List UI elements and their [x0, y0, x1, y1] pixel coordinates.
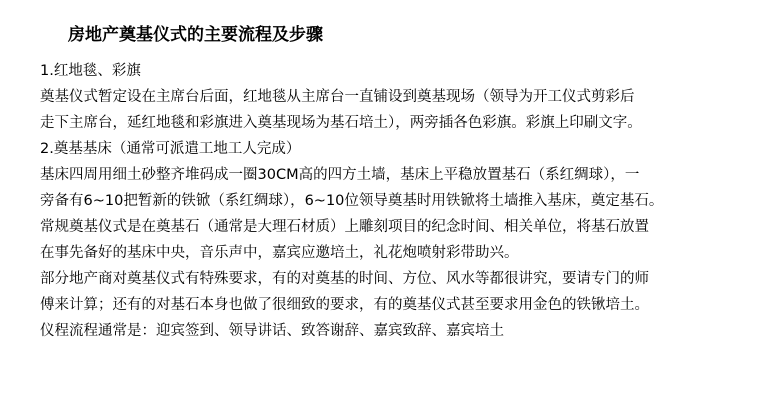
paragraph-line: 在事先备好的基床中央，音乐声中，嘉宾应邀培土，礼花炮喷射彩带助兴。 [40, 245, 519, 261]
section-heading-red-carpet: 1.红地毯、彩旗 [40, 63, 141, 79]
paragraph-line: 常规奠基仪式是在奠基石（通常是大理石材质）上雕刻项目的纪念时间、相关单位，将基石放置 [40, 219, 649, 235]
paragraph-line: 奠基仪式暂定设在主席台后面，红地毯从主席台一直铺设到奠基现场（领导为开工仪式剪彩后 [40, 89, 635, 105]
paragraph-line: 部分地产商对奠基仪式有特殊要求，有的对奠基的时间、方位、风水等都很讲究，要请专门的师 [40, 271, 649, 287]
paragraph-line: 旁备有6~10把暂新的铁锨（系红绸球），6~10位领导奠基时用铁锨将土墙推入基床，奠定基石。 [40, 193, 664, 209]
paragraph-line: 基床四周用细土砂整齐堆码成一圈30CM高的四方土墙，基床上平稳放置基石（系红绸球），一 [40, 167, 640, 183]
document-title: 房地产奠基仪式的主要流程及步骤 [68, 25, 323, 45]
paragraph-line: 仪程流程通常是：迎宾签到、领导讲话、致答谢辞、嘉宾致辞、嘉宾培土 [40, 323, 504, 339]
paragraph-line: 走下主席台，延红地毯和彩旗进入奠基现场为基石培土），两旁插各色彩旗。彩旗上印刷文字。 [40, 115, 642, 131]
section-heading-foundation-bed: 2.奠基基床（通常可派遣工地工人完成） [40, 141, 301, 157]
paragraph-line: 傅来计算；还有的对基石本身也做了很细致的要求，有的奠基仪式甚至要求用金色的铁锹培土。 [40, 297, 649, 313]
